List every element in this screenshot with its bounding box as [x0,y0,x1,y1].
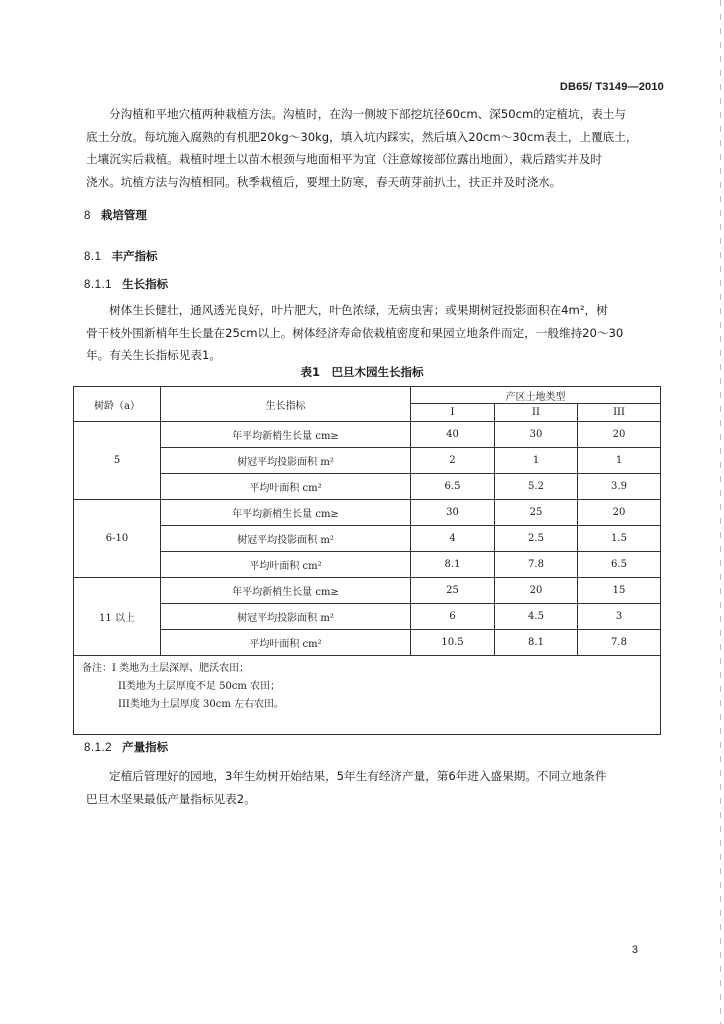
value-cell: 2.5 [495,526,578,552]
header-site-type-i: I [411,404,495,422]
section-number: 8 [84,210,91,222]
table-row [74,448,661,474]
value-cell: 30 [411,500,495,526]
section-heading-8-1-2 [84,739,168,755]
age-cell: 11 以上 [74,578,161,656]
note-line: III类地为土层厚度 30cm 左右农田。 [118,699,285,710]
table-row [74,474,661,500]
indicator-cell: 树冠平均投影面积 m² [161,448,411,474]
header-growth-indicator: 生长指标 [161,387,411,422]
paragraph-line: 定植后管理好的园地，3年生幼树开始结果，5年生有经济产量，第6年进入盛果期。不同立地条件 [109,769,607,783]
table-row [74,422,661,448]
table-row [74,500,661,526]
indicator-cell: 平均叶面积 cm² [161,630,411,656]
note-line: 备注：I 类地为土层深厚、肥沃农田； [82,663,250,674]
header-site-type-iii: III [578,404,661,422]
table-note [74,656,661,735]
value-cell: 6 [411,604,495,630]
value-cell: 6.5 [578,552,661,578]
paragraph-line: 土壤沉实后栽植。栽植时埋土以苗木根颈与地面相平为宜（注意嫁接部位露出地面），栽后踏实并及时 [86,152,602,166]
section-title: 丰产指标 [111,249,158,263]
value-cell: 25 [411,578,495,604]
table-row [74,578,661,604]
indicator-cell: 平均叶面积 cm² [161,552,411,578]
table-row [74,526,661,552]
value-cell: 4.5 [495,604,578,630]
value-cell: 25 [495,500,578,526]
page-number: 3 [631,944,638,956]
age-cell: 6-10 [74,500,161,578]
value-cell: 30 [495,422,578,448]
document-code: DB65/ T3149—2010 [559,81,664,93]
section-number: 8.1 [84,251,102,263]
value-cell: 7.8 [495,552,578,578]
value-cell: 40 [411,422,495,448]
value-cell: 20 [578,500,661,526]
value-cell: 7.8 [578,630,661,656]
table-note-row [74,656,661,735]
header-site-type-ii: II [495,404,578,422]
table-row [74,552,661,578]
indicator-cell: 年平均新梢生长量 cm≥ [161,500,411,526]
header-site-type: 产区土地类型 [411,387,661,404]
section-number: 8.1.1 [84,279,113,291]
table-row [74,604,661,630]
section-heading-8 [84,207,147,223]
indicator-cell: 平均叶面积 cm² [161,474,411,500]
paragraph-line: 年。有关生长指标见表1。 [86,348,221,362]
paragraph-line: 骨干枝外围新梢年生长量在25cm以上。树体经济寿命依栽植密度和果园立地条件而定，一般维持20～30 [86,325,624,340]
scan-edge-line [720,0,721,1024]
value-cell: 8.1 [411,552,495,578]
paragraph-line: 底土分放。每坑施入腐熟的有机肥20kg～30kg，填入坑内踩实，然后填入20cm～30cm表土，上覆底土， [86,129,638,144]
value-cell: 15 [578,578,661,604]
value-cell: 3 [578,604,661,630]
value-cell: 10.5 [411,630,495,656]
paragraph-line: 分沟植和平地穴植两种栽植方法。沟植时，在沟一侧坡下部挖坑径60cm、深50cm的定植坑，表土与 [109,107,627,121]
paragraph-line: 树体生长健壮，通风透光良好，叶片肥大，叶色浓绿，无病虫害；或果期树冠投影面积在4m²，树 [109,303,608,317]
section-title: 产量指标 [122,740,169,754]
value-cell: 5.2 [495,474,578,500]
section-number: 8.1.2 [84,742,113,754]
yield-index-paragraph [86,765,666,810]
indicator-cell: 树冠平均投影面积 m² [161,526,411,552]
value-cell: 20 [495,578,578,604]
indicator-cell: 树冠平均投影面积 m² [161,604,411,630]
age-cell: 5 [74,422,161,500]
value-cell: 2 [411,448,495,474]
growth-index-paragraph [86,299,666,367]
paragraph-line: 巴旦木坚果最低产量指标见表2。 [86,791,256,806]
section-heading-8-1-1 [84,276,168,292]
value-cell: 4 [411,526,495,552]
value-cell: 3.9 [578,474,661,500]
table-row [74,630,661,656]
growth-index-table [73,386,661,735]
section-heading-8-1 [84,248,158,264]
value-cell: 1 [578,448,661,474]
planting-method-paragraph [86,103,666,193]
section-title: 生长指标 [122,277,169,291]
value-cell: 8.1 [495,630,578,656]
section-title: 栽培管理 [100,208,147,222]
value-cell: 20 [578,422,661,448]
indicator-cell: 年平均新梢生长量 cm≥ [161,578,411,604]
value-cell: 1.5 [578,526,661,552]
header-tree-age: 树龄（a） [74,387,161,422]
value-cell: 1 [495,448,578,474]
indicator-cell: 年平均新梢生长量 cm≥ [161,422,411,448]
note-line: II类地为土层厚度不足 50cm 农田； [118,681,281,692]
table-caption: 表1 巴旦木园生长指标 [300,365,424,379]
paragraph-line: 浇水。坑植方法与沟植相同。秋季栽植后，要埋土防寒，春天萌芽前扒土，扶正并及时浇水。 [86,174,562,189]
value-cell: 6.5 [411,474,495,500]
